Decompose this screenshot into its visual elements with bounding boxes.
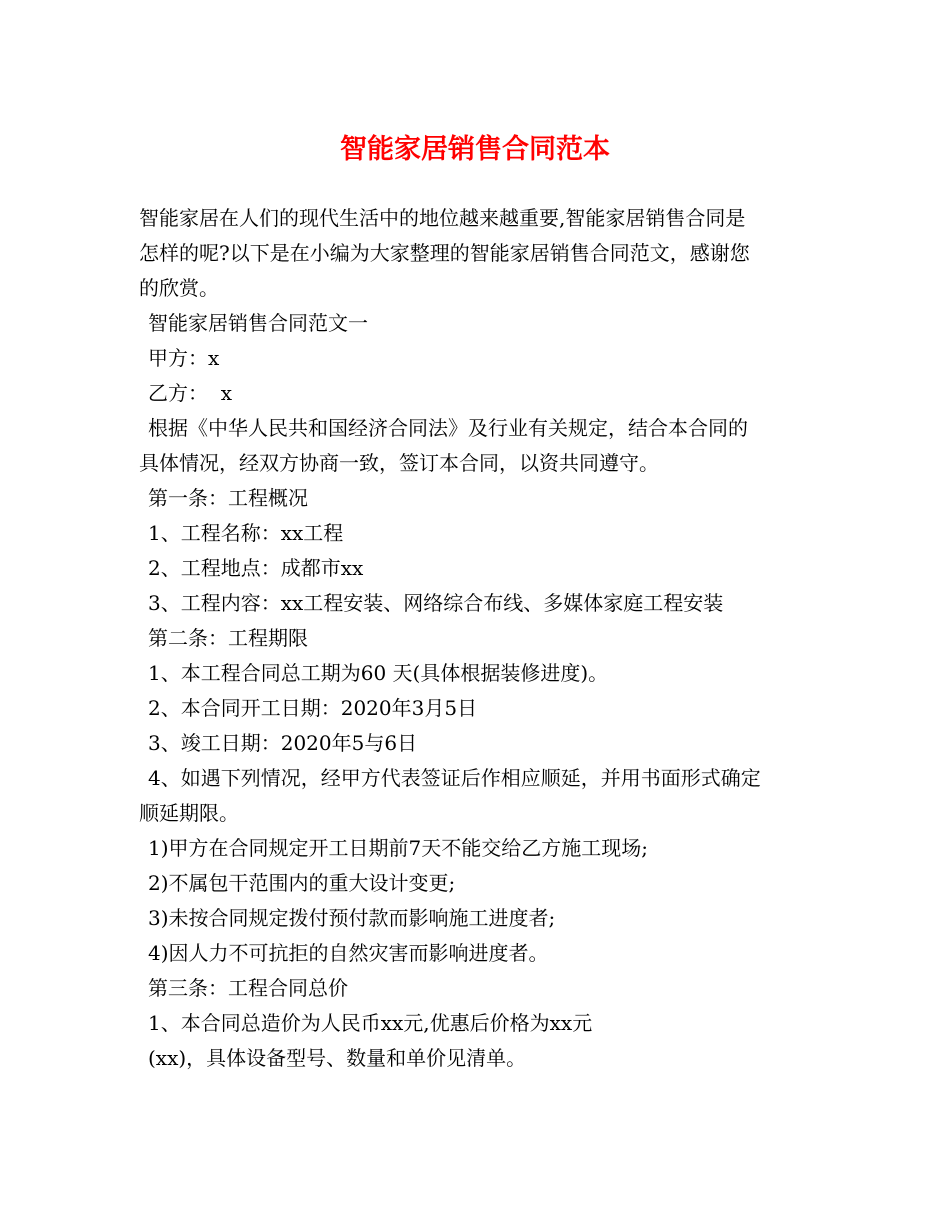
party-a-line: 甲方：x <box>148 346 220 370</box>
clause-line: 顺延期限。 <box>139 801 239 825</box>
paragraph-line: 怎样的呢?以下是在小编为大家整理的智能家居销售合同范文，感谢您 <box>139 241 750 265</box>
article-heading: 第三条：工程合同总价 <box>148 976 348 1000</box>
clause-line: 2、本合同开工日期：2020年3月5日 <box>148 696 478 720</box>
clause-line: 3、工程内容：xx工程安装、网络综合布线、多媒体家庭工程安装 <box>148 591 724 615</box>
document-body <box>139 201 819 1076</box>
clause-line: 3、竣工日期：2020年5与6日 <box>148 731 418 755</box>
paragraph-line: 智能家居在人们的现代生活中的地位越来越重要,智能家居销售合同是 <box>139 206 746 230</box>
paragraph-line: 根据《中华人民共和国经济合同法》及行业有关规定，结合本合同的 <box>148 416 748 440</box>
paragraph-line: 的欣赏。 <box>139 276 219 300</box>
party-b-line: 乙方： x <box>148 381 232 405</box>
sub-clause-line: 1)甲方在合同规定开工日期前7天不能交给乙方施工现场; <box>148 836 648 860</box>
clause-line: 1、本合同总造价为人民币xx元,优惠后价格为xx元 <box>148 1011 593 1035</box>
article-heading: 第一条：工程概况 <box>148 486 308 510</box>
section-heading: 智能家居销售合同范文一 <box>148 311 368 335</box>
sub-clause-line: 2)不属包干范围内的重大设计变更; <box>148 871 456 895</box>
sub-clause-line: 4)因人力不可抗拒的自然灾害而影响进度者。 <box>148 941 549 965</box>
document-title: 智能家居销售合同范本 <box>340 134 610 165</box>
clause-line: (xx)，具体设备型号、数量和单价见清单。 <box>148 1046 527 1070</box>
clause-line: 1、本工程合同总工期为60 天(具体根据装修进度)。 <box>148 661 609 685</box>
clause-line: 4、如遇下列情况，经甲方代表签证后作相应顺延，并用书面形式确定 <box>148 766 761 790</box>
clause-line: 2、工程地点：成都市xx <box>148 556 364 580</box>
paragraph-line: 具体情况，经双方协商一致，签订本合同，以资共同遵守。 <box>139 451 659 475</box>
sub-clause-line: 3)未按合同规定拨付预付款而影响施工进度者; <box>148 906 556 930</box>
clause-line: 1、工程名称：xx工程 <box>148 521 344 545</box>
article-heading: 第二条：工程期限 <box>148 626 308 650</box>
